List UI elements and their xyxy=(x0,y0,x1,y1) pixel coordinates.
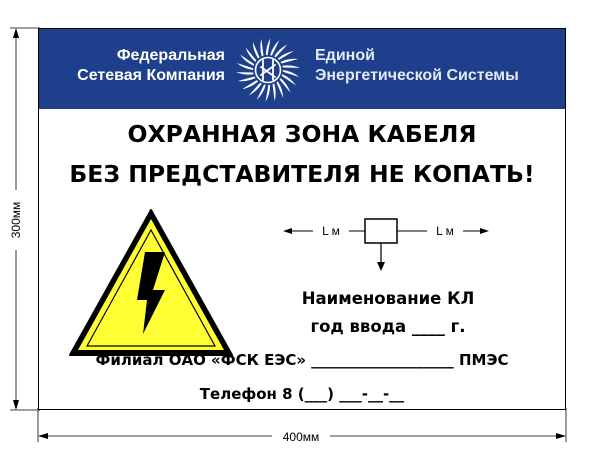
cable-year-label: год ввода ____ г. xyxy=(310,317,466,336)
fsk-ees-logo-icon xyxy=(233,35,303,105)
cable-distance-diagram xyxy=(279,213,499,273)
header-system-name xyxy=(315,46,519,86)
header-company-name xyxy=(49,46,225,86)
header-right-line1: Единой xyxy=(315,47,375,64)
high-voltage-warning-icon xyxy=(65,204,237,360)
diagram-right-label: L м xyxy=(436,224,454,238)
phone-line: Телефон 8 (___) ___-__-__ xyxy=(199,385,405,403)
cable-protection-sign xyxy=(38,28,566,410)
header-left-line2: Сетевая Компания xyxy=(77,67,225,84)
header-right-line2: Энергетической Системы xyxy=(315,67,519,84)
sign-header xyxy=(39,29,565,109)
width-dimension-label: 400мм xyxy=(282,430,320,444)
height-dimension-label: 300мм xyxy=(9,201,23,239)
header-left-line1: Федеральная xyxy=(116,47,225,64)
sign-title-line1: ОХРАННАЯ ЗОНА КАБЕЛЯ xyxy=(127,120,477,148)
diagram-left-label: L м xyxy=(322,224,340,238)
sign-title-line2: БЕЗ ПРЕДСТАВИТЕЛЯ НЕ КОПАТЬ! xyxy=(69,160,535,188)
cable-name-label: Наименование КЛ xyxy=(301,289,475,308)
branch-line: Филиал ОАО «ФСК ЕЭС» ___________________ ПМЭС xyxy=(95,351,509,369)
